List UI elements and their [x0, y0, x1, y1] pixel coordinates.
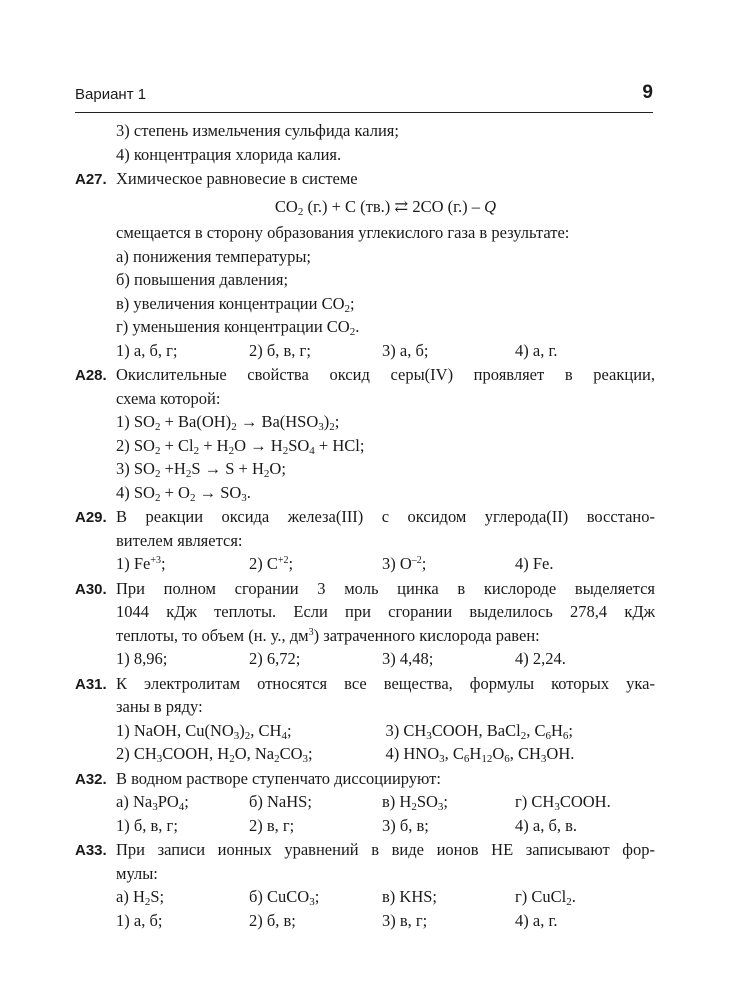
option-4: 4) $SO_2 + O_2 \to SO_3$. — [116, 482, 251, 504]
question-number: А27. — [75, 171, 107, 188]
answer-3: 3) в, г; — [382, 910, 428, 930]
question-text: При записи ионных уравнений в виде ионов НЕ записывают фор- — [116, 840, 655, 859]
answer-1: 1) а, б; — [116, 910, 163, 930]
answer-1: 1) NaOH, $Cu(NO_3)_2$, $CH_4$; — [116, 720, 292, 742]
option-3: 3) степень измельчения сульфида калия; — [116, 121, 399, 140]
answer-3: 3) $O^{-2}$; — [382, 554, 427, 573]
question-a32 — [75, 767, 655, 838]
answer-3: 3) б, в; — [382, 815, 429, 835]
answer-row — [116, 909, 655, 933]
question-continuation — [75, 119, 655, 166]
question-a28 — [75, 363, 655, 504]
answer-4: 4) а, б, в. — [515, 815, 578, 835]
question-number: А32. — [75, 770, 107, 788]
question-number: А28. — [75, 367, 107, 384]
option-g: г) $CH_3COOH$. — [515, 792, 611, 813]
question-text: При полном сгорании 3 моль цинка в кислороде выделяется — [116, 578, 655, 598]
answer-1: 1) 8,96; — [116, 649, 168, 668]
answer-2: 2) $C^{+2}$; — [249, 554, 294, 573]
answer-4: 4) 2,24. — [515, 649, 566, 668]
page-content — [75, 118, 655, 932]
question-text-2: вителем является: — [116, 530, 243, 550]
answer-4: 4) а, г. — [515, 910, 558, 930]
option-v: в) увеличения концентрации $CO_2$; — [116, 293, 355, 315]
question-text-2: мулы: — [116, 863, 158, 883]
answer-3: 3) а, б; — [382, 340, 429, 360]
answer-2: 2) 6,72; — [249, 649, 301, 668]
question-text-2: схема которой: — [116, 388, 221, 408]
page-number: 9 — [642, 82, 653, 103]
option-3: 3) $SO_2 +H_2S \to S + H_2O$; — [116, 459, 286, 480]
answer-1: 1) $Fe^{+3}$; — [116, 554, 166, 573]
option-g: г) уменьшения концентрации $CO_2$. — [116, 317, 360, 338]
answer-4: 4) $HNO_3$, $C_6H_{12}O_6$, $CH_3OH$. — [385, 744, 575, 765]
question-a27 — [75, 167, 655, 362]
answer-4: 4) а, г. — [515, 340, 558, 360]
option-v: в) $H_2SO_3$; — [382, 792, 449, 813]
option-b: б) NaHS; — [249, 792, 312, 811]
equation: $CO_2$ (г.) + C (тв.) ⇄ 2CO (г.) – Q — [274, 196, 497, 218]
option-v: в) KHS; — [382, 887, 438, 906]
option-a: а) $H_2S$; — [116, 887, 165, 908]
option-row — [116, 885, 655, 909]
question-text: Химическое равновесие в системе — [116, 169, 358, 188]
option-b: б) CuCO$_3$; — [249, 887, 320, 908]
option-g: г) CuCl$_2$. — [515, 887, 576, 908]
question-a33 — [75, 838, 655, 932]
answer-2: 2) б, в, г; — [249, 340, 311, 360]
option-1: 1) $SO_2 + Ba(OH)_2 \to Ba(HSO_3)_2$; — [116, 412, 340, 433]
question-a30 — [75, 577, 655, 671]
question-number: А30. — [75, 580, 107, 598]
option-a: а) $Na_3PO_4$; — [116, 792, 189, 813]
answer-2: 2) б, в; — [249, 910, 296, 930]
question-text: В реакции оксида железа(III) с оксидом углерода(II) восстано- — [116, 507, 655, 526]
answer-row — [116, 339, 655, 363]
answer-4: 4) Fe. — [515, 554, 554, 573]
answer-3: 3) 4,48; — [382, 649, 434, 668]
answer-1: 1) а, б, г; — [116, 340, 178, 360]
question-text-3: теплоты, то объем (н. у., $дм^3$) затраченного кислорода равен: — [116, 625, 540, 645]
question-number: А29. — [75, 509, 107, 526]
option-4: 4) концентрация хлорида калия. — [116, 144, 342, 164]
question-text: Окислительные свойства оксид серы(IV) проявляет в реакции, — [116, 365, 655, 384]
answer-row — [116, 719, 655, 743]
answer-3: 3) $CH_3COOH$, BaCl$_2$, $C_6H_6$; — [385, 720, 573, 742]
option-row — [116, 790, 655, 814]
question-text-2: заны в ряду: — [116, 697, 203, 716]
answer-row — [116, 814, 655, 838]
header-variant: Вариант 1 — [75, 86, 147, 103]
question-text: В водном растворе ступенчато диссоциируют: — [116, 768, 441, 788]
answer-1: 1) б, в, г; — [116, 815, 178, 835]
option-b: б) повышения давления; — [116, 270, 289, 289]
question-a31 — [75, 672, 655, 766]
question-number: А33. — [75, 842, 107, 859]
question-text-2: 1044 кДж теплоты. Если при сгорании выделилось 278,4 кДж — [116, 602, 655, 621]
question-text: К электролитам относятся все вещества, формулы которых ука- — [116, 673, 655, 693]
answer-row — [116, 742, 655, 766]
answer-row — [116, 647, 655, 671]
answer-2: 2) $CH_3COOH$, $H_2O$, $Na_2CO_3$; — [116, 744, 313, 765]
option-a: а) понижения температуры; — [116, 246, 312, 266]
question-number: А31. — [75, 675, 107, 693]
answer-row — [116, 552, 655, 576]
question-a29 — [75, 505, 655, 576]
question-text-2: смещается в сторону образования углекислого газа в результате: — [116, 223, 570, 242]
answer-2: 2) в, г; — [249, 815, 295, 835]
header-rule — [75, 112, 653, 113]
option-2: 2) $SO_2 + Cl_2 + H_2O \to H_2SO_4$ + HCl; — [116, 435, 365, 457]
